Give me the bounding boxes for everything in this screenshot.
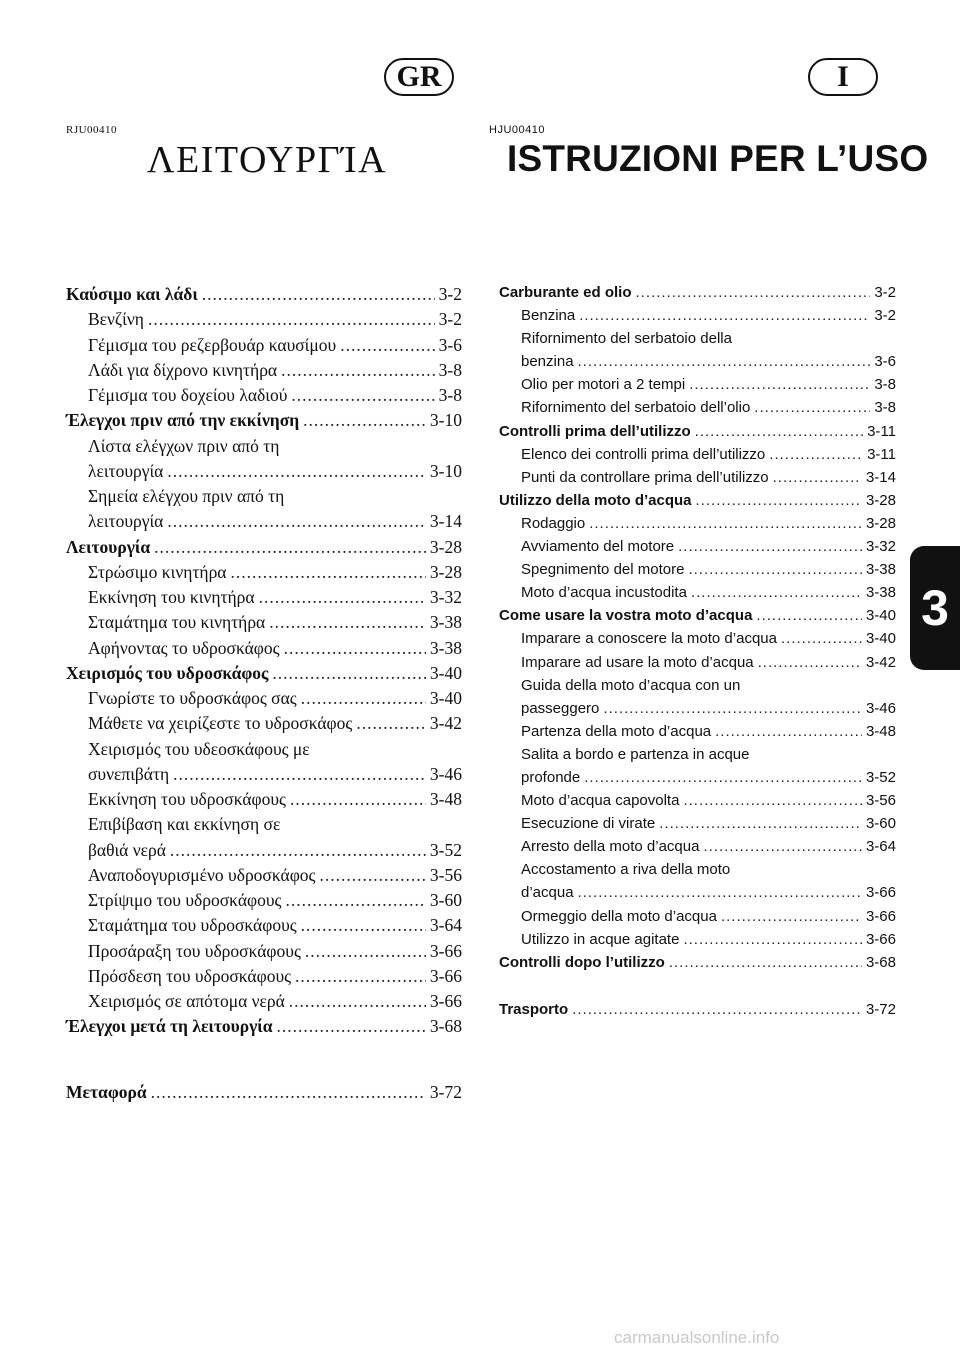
toc-page-number: 3-10 bbox=[429, 410, 462, 431]
toc-page-number: 3-52 bbox=[429, 839, 462, 860]
watermark: carmanualsonline.info bbox=[614, 1328, 780, 1347]
toc-page-number: 3-66 bbox=[865, 907, 896, 925]
reference-code-italian: HJU00410 bbox=[489, 124, 545, 136]
toc-leader-dots bbox=[305, 941, 426, 962]
toc-entry-title: Rifornimento del serbatoio della bbox=[521, 330, 732, 348]
toc-subentry bbox=[66, 789, 462, 814]
toc-section bbox=[66, 410, 462, 435]
toc-entry-title: Utilizzo in acque agitate bbox=[521, 930, 680, 948]
toc-subentry bbox=[66, 436, 462, 461]
toc-page-number: 3-40 bbox=[865, 607, 896, 625]
toc-page-number: 3-8 bbox=[438, 359, 462, 380]
toc-subentry bbox=[66, 764, 462, 789]
toc-entry-title: Χειρισμός σε απότομα νερά bbox=[88, 991, 285, 1011]
toc-leader-dots bbox=[636, 284, 871, 301]
toc-page-number: 3-56 bbox=[865, 792, 896, 810]
toc-leader-dots bbox=[721, 908, 862, 925]
toc-page-number: 3-60 bbox=[865, 815, 896, 833]
toc-leader-dots bbox=[269, 612, 426, 633]
toc-leader-dots bbox=[290, 789, 426, 810]
toc-page-number: 3-2 bbox=[874, 284, 896, 301]
toc-page-number: 3-28 bbox=[865, 514, 896, 532]
toc-page-number: 3-8 bbox=[874, 399, 896, 417]
toc-entry-title: Επιβίβαση και εκκίνηση σε bbox=[88, 814, 281, 835]
toc-page-number: 3-8 bbox=[874, 376, 896, 394]
toc-subentry bbox=[499, 769, 896, 792]
toc-page-number: 3-56 bbox=[429, 864, 462, 885]
toc-section bbox=[66, 537, 462, 562]
reference-code-greek: RJU00410 bbox=[66, 124, 118, 136]
toc-subentry bbox=[66, 385, 462, 410]
toc-entry-title: λειτουργία bbox=[88, 511, 164, 532]
toc-subentry bbox=[499, 330, 896, 353]
toc-entry-title: Moto d’acqua capovolta bbox=[521, 792, 680, 810]
toc-leader-dots bbox=[578, 884, 862, 901]
toc-page-number: 3-38 bbox=[865, 584, 896, 602]
toc-page-number: 3-2 bbox=[438, 309, 462, 330]
toc-leader-dots bbox=[340, 335, 434, 356]
toc-entry-title: Olio per motori a 2 tempi bbox=[521, 376, 686, 394]
toc-page-number: 3-32 bbox=[865, 538, 896, 556]
toc-leader-dots bbox=[303, 410, 426, 431]
toc-subentry bbox=[66, 713, 462, 738]
toc-page-number: 3-72 bbox=[865, 1000, 896, 1018]
toc-subentry bbox=[66, 562, 462, 587]
toc-leader-dots bbox=[284, 638, 426, 659]
toc-page-number: 3-2 bbox=[438, 284, 462, 304]
toc-page-number: 3-48 bbox=[865, 722, 896, 740]
toc-entry-title: Χειρισμός του υδεοσκάφους με bbox=[88, 738, 310, 759]
toc-leader-dots bbox=[319, 865, 425, 886]
toc-entry-title: Έλεγχοι μετά τη λειτουργία bbox=[66, 1016, 273, 1037]
toc-entry-title: Imparare a conoscere la moto d’acqua bbox=[521, 630, 777, 648]
toc-entry-title: Γνωρίστε το υδροσκάφος σας bbox=[88, 688, 297, 708]
table-of-contents-greek bbox=[66, 284, 462, 1107]
toc-page-number: 3-6 bbox=[874, 353, 896, 371]
toc-page-number: 3-8 bbox=[438, 385, 462, 405]
toc-entry-title: Moto d’acqua incustodita bbox=[521, 584, 687, 602]
toc-entry-title: Carburante ed olio bbox=[499, 284, 632, 301]
toc-leader-dots bbox=[696, 492, 862, 509]
toc-subentry bbox=[499, 792, 896, 815]
toc-leader-dots bbox=[295, 966, 426, 987]
toc-page-number: 3-48 bbox=[429, 789, 462, 809]
toc-subentry bbox=[66, 941, 462, 966]
toc-entry-title: Πρόσδεση του υδροσκάφους bbox=[88, 965, 292, 986]
toc-subentry bbox=[66, 587, 462, 612]
toc-leader-dots bbox=[589, 515, 862, 532]
toc-page-number: 3-66 bbox=[865, 884, 896, 902]
toc-page-number: 3-32 bbox=[429, 587, 462, 607]
toc-subentry bbox=[66, 638, 462, 663]
toc-page-number: 3-64 bbox=[865, 838, 896, 856]
toc-spacer bbox=[499, 977, 896, 1001]
toc-subentry bbox=[499, 353, 896, 376]
toc-subentry bbox=[66, 865, 462, 890]
toc-entry-title: passeggero bbox=[521, 699, 600, 717]
toc-section bbox=[499, 607, 896, 630]
toc-page-number: 3-14 bbox=[429, 511, 462, 532]
toc-subentry bbox=[499, 884, 896, 907]
toc-entry-title: Rodaggio bbox=[521, 514, 586, 532]
toc-subentry bbox=[499, 446, 896, 469]
toc-subentry bbox=[499, 399, 896, 422]
toc-leader-dots bbox=[769, 446, 863, 463]
toc-entry-title: Αφήνοντας το υδροσκάφος bbox=[88, 637, 280, 658]
toc-leader-dots bbox=[683, 931, 862, 948]
toc-leader-dots bbox=[272, 663, 426, 684]
toc-page-number: 3-72 bbox=[429, 1081, 462, 1102]
toc-entry-title: Elenco dei controlli prima dell’utilizzo bbox=[521, 445, 766, 463]
toc-leader-dots bbox=[773, 469, 862, 486]
toc-subentry bbox=[499, 746, 896, 769]
toc-page-number: 3-66 bbox=[865, 930, 896, 948]
chapter-title-greek: ΛΕΙΤΟΥΡΓΊΑ bbox=[147, 139, 388, 181]
toc-page-number: 3-46 bbox=[865, 699, 896, 717]
toc-page-number: 3-11 bbox=[867, 422, 896, 440]
toc-subentry bbox=[66, 335, 462, 360]
toc-subentry bbox=[66, 840, 462, 865]
toc-page-number: 3-40 bbox=[429, 662, 462, 683]
toc-entry-title: Avviamento del motore bbox=[521, 538, 675, 556]
toc-spacer bbox=[66, 1042, 462, 1082]
toc-entry-title: Μεταφορά bbox=[66, 1081, 147, 1102]
toc-leader-dots bbox=[754, 399, 870, 416]
toc-entry-title: profonde bbox=[521, 768, 581, 786]
toc-entry-title: λειτουργία bbox=[88, 460, 164, 481]
toc-entry-title: Σταμάτημα του υδροσκάφους bbox=[88, 915, 297, 936]
toc-entry-title: Esecuzione di virate bbox=[521, 815, 656, 833]
toc-subentry bbox=[499, 723, 896, 746]
toc-entry-title: Controlli prima dell’utilizzo bbox=[499, 422, 691, 440]
toc-subentry bbox=[499, 931, 896, 954]
toc-page-number: 3-2 bbox=[874, 307, 896, 325]
toc-leader-dots bbox=[689, 376, 870, 393]
toc-page-number: 3-64 bbox=[429, 915, 462, 936]
toc-leader-dots bbox=[695, 423, 863, 440]
toc-entry-title: Καύσιμο και λάδι bbox=[66, 284, 198, 304]
toc-entry-title: Arresto della moto d’acqua bbox=[521, 838, 700, 856]
toc-entry-title: Μάθετε να χειρίζεστε το υδροσκάφος bbox=[88, 713, 353, 734]
toc-leader-dots bbox=[579, 307, 870, 324]
toc-leader-dots bbox=[715, 723, 862, 740]
toc-leader-dots bbox=[154, 537, 426, 558]
toc-subentry bbox=[499, 677, 896, 700]
toc-leader-dots bbox=[758, 654, 862, 671]
toc-entry-title: Εκκίνηση του υδροσκάφους bbox=[88, 789, 286, 809]
toc-entry-title: Rifornimento del serbatoio dell’olio bbox=[521, 399, 751, 417]
toc-subentry bbox=[499, 538, 896, 561]
toc-subentry bbox=[66, 309, 462, 334]
toc-page-number: 3-60 bbox=[429, 890, 462, 910]
toc-leader-dots bbox=[173, 764, 426, 785]
toc-leader-dots bbox=[259, 587, 426, 608]
toc-entry-title: Punti da controllare prima dell’utilizzo bbox=[521, 468, 769, 486]
toc-entry-title: Σταμάτημα του κινητήρα bbox=[88, 612, 266, 633]
language-badge-greek: GR bbox=[384, 58, 454, 96]
toc-section bbox=[66, 1016, 462, 1041]
toc-entry-title: Benzina bbox=[521, 307, 576, 325]
toc-subentry bbox=[499, 654, 896, 677]
toc-entry-title: Spegnimento del motore bbox=[521, 561, 685, 579]
toc-page-number: 3-38 bbox=[865, 561, 896, 579]
toc-section bbox=[499, 954, 896, 977]
toc-subentry bbox=[66, 814, 462, 839]
toc-page-number: 3-28 bbox=[429, 536, 462, 557]
toc-entry-title: Come usare la vostra moto d’acqua bbox=[499, 607, 753, 625]
toc-leader-dots bbox=[659, 815, 862, 832]
toc-leader-dots bbox=[691, 584, 862, 601]
toc-leader-dots bbox=[578, 353, 871, 370]
toc-entry-title: Λίστα ελέγχων πριν από τη bbox=[88, 435, 280, 456]
toc-entry-title: Utilizzo della moto d’acqua bbox=[499, 491, 692, 509]
toc-subentry bbox=[499, 908, 896, 931]
toc-subentry bbox=[66, 360, 462, 385]
toc-leader-dots bbox=[756, 607, 862, 624]
toc-subentry bbox=[66, 486, 462, 511]
toc-leader-dots bbox=[170, 840, 426, 861]
toc-section bbox=[499, 284, 896, 307]
toc-leader-dots bbox=[151, 1082, 426, 1103]
toc-page-number: 3-66 bbox=[429, 991, 462, 1011]
toc-entry-title: Βενζίνη bbox=[88, 309, 144, 330]
toc-leader-dots bbox=[683, 792, 862, 809]
toc-entry-title: Στρώσιμο κινητήρα bbox=[88, 561, 227, 582]
toc-page-number: 3-42 bbox=[865, 653, 896, 671]
toc-entry-title: Imparare ad usare la moto d’acqua bbox=[521, 653, 754, 671]
toc-subentry bbox=[66, 739, 462, 764]
toc-subentry bbox=[66, 461, 462, 486]
toc-page-number: 3-40 bbox=[865, 630, 896, 648]
toc-subentry bbox=[499, 376, 896, 399]
toc-section bbox=[66, 663, 462, 688]
toc-page-number: 3-11 bbox=[867, 445, 896, 463]
toc-subentry bbox=[499, 861, 896, 884]
toc-subentry bbox=[66, 966, 462, 991]
toc-leader-dots bbox=[281, 360, 435, 381]
toc-leader-dots bbox=[669, 954, 862, 971]
toc-leader-dots bbox=[291, 385, 434, 406]
toc-subentry bbox=[499, 515, 896, 538]
toc-subentry bbox=[66, 991, 462, 1016]
toc-leader-dots bbox=[301, 915, 426, 936]
toc-entry-title: Χειρισμός του υδροσκάφος bbox=[66, 662, 269, 683]
toc-section bbox=[499, 1001, 896, 1024]
toc-entry-title: Εκκίνηση του κινητήρα bbox=[88, 587, 255, 607]
toc-subentry bbox=[66, 511, 462, 536]
toc-leader-dots bbox=[167, 511, 426, 532]
toc-entry-title: Γέμισμα του δοχείου λαδιού bbox=[88, 385, 288, 405]
toc-entry-title: d’acqua bbox=[521, 884, 574, 902]
toc-entry-title: Guida della moto d’acqua con un bbox=[521, 676, 741, 694]
toc-section bbox=[66, 1082, 462, 1107]
toc-subentry bbox=[499, 561, 896, 584]
toc-entry-title: Ormeggio della moto d’acqua bbox=[521, 907, 717, 925]
toc-entry-title: Λειτουργία bbox=[66, 536, 151, 557]
toc-page-number: 3-10 bbox=[429, 460, 462, 481]
toc-entry-title: Έλεγχοι πριν από την εκκίνηση bbox=[66, 410, 300, 431]
toc-subentry bbox=[499, 815, 896, 838]
toc-leader-dots bbox=[678, 538, 862, 555]
toc-leader-dots bbox=[572, 1001, 862, 1018]
toc-entry-title: Αναποδογυρισμένο υδροσκάφος bbox=[88, 864, 316, 885]
toc-page-number: 3-66 bbox=[429, 940, 462, 961]
toc-page-number: 3-52 bbox=[865, 768, 896, 786]
chapter-title-italian: ISTRUZIONI PER L’USO bbox=[507, 138, 929, 179]
toc-subentry bbox=[499, 700, 896, 723]
toc-leader-dots bbox=[148, 309, 435, 330]
toc-entry-title: benzina bbox=[521, 353, 574, 371]
toc-leader-dots bbox=[289, 991, 426, 1012]
toc-entry-title: Λάδι για δίχρονο κινητήρα bbox=[88, 359, 278, 380]
toc-page-number: 3-42 bbox=[429, 713, 462, 734]
toc-page-number: 3-38 bbox=[429, 637, 462, 658]
section-tab: 3 bbox=[910, 546, 960, 670]
toc-leader-dots bbox=[167, 461, 426, 482]
toc-subentry bbox=[499, 469, 896, 492]
toc-section bbox=[499, 423, 896, 446]
toc-subentry bbox=[499, 307, 896, 330]
toc-leader-dots bbox=[277, 1016, 426, 1037]
toc-leader-dots bbox=[584, 769, 862, 786]
toc-entry-title: Προσάραξη του υδροσκάφους bbox=[88, 940, 301, 961]
toc-page-number: 3-6 bbox=[438, 334, 462, 355]
toc-page-number: 3-40 bbox=[429, 688, 462, 708]
toc-leader-dots bbox=[230, 562, 425, 583]
toc-subentry bbox=[499, 838, 896, 861]
language-badge-italian: I bbox=[808, 58, 878, 96]
toc-leader-dots bbox=[703, 838, 862, 855]
toc-entry-title: Γέμισμα του ρεζερβουάρ καυσίμου bbox=[88, 334, 337, 355]
toc-entry-title: Accostamento a riva della moto bbox=[521, 861, 731, 879]
toc-subentry bbox=[499, 630, 896, 653]
toc-page-number: 3-28 bbox=[429, 561, 462, 582]
toc-subentry bbox=[66, 612, 462, 637]
toc-page-number: 3-38 bbox=[429, 612, 462, 633]
toc-page-number: 3-28 bbox=[865, 491, 896, 509]
toc-leader-dots bbox=[603, 700, 862, 717]
toc-subentry bbox=[66, 915, 462, 940]
toc-entry-title: βαθιά νερά bbox=[88, 839, 166, 860]
toc-entry-title: Salita a bordo e partenza in acque bbox=[521, 745, 750, 763]
toc-page-number: 3-14 bbox=[865, 468, 896, 486]
toc-entry-title: Trasporto bbox=[499, 1000, 569, 1018]
toc-leader-dots bbox=[688, 561, 862, 578]
toc-leader-dots bbox=[781, 630, 862, 647]
toc-entry-title: Στρίψιμο του υδροσκάφους bbox=[88, 890, 282, 910]
toc-entry-title: Controlli dopo l’utilizzo bbox=[499, 953, 665, 971]
toc-entry-title: συνεπιβάτη bbox=[88, 763, 170, 784]
toc-page-number: 3-46 bbox=[429, 763, 462, 784]
toc-leader-dots bbox=[301, 688, 426, 709]
toc-page-number: 3-68 bbox=[865, 953, 896, 971]
toc-leader-dots bbox=[202, 284, 435, 305]
toc-subentry bbox=[499, 584, 896, 607]
toc-entry-title: Σημεία ελέγχου πριν από τη bbox=[88, 486, 285, 506]
toc-subentry bbox=[66, 688, 462, 713]
toc-page-number: 3-66 bbox=[429, 965, 462, 986]
table-of-contents-italian bbox=[499, 284, 896, 1024]
toc-leader-dots bbox=[285, 890, 425, 911]
toc-leader-dots bbox=[356, 713, 426, 734]
toc-page-number: 3-68 bbox=[429, 1016, 462, 1037]
toc-subentry bbox=[66, 890, 462, 915]
toc-section bbox=[499, 492, 896, 515]
toc-section bbox=[66, 284, 462, 309]
toc-entry-title: Partenza della moto d’acqua bbox=[521, 722, 712, 740]
